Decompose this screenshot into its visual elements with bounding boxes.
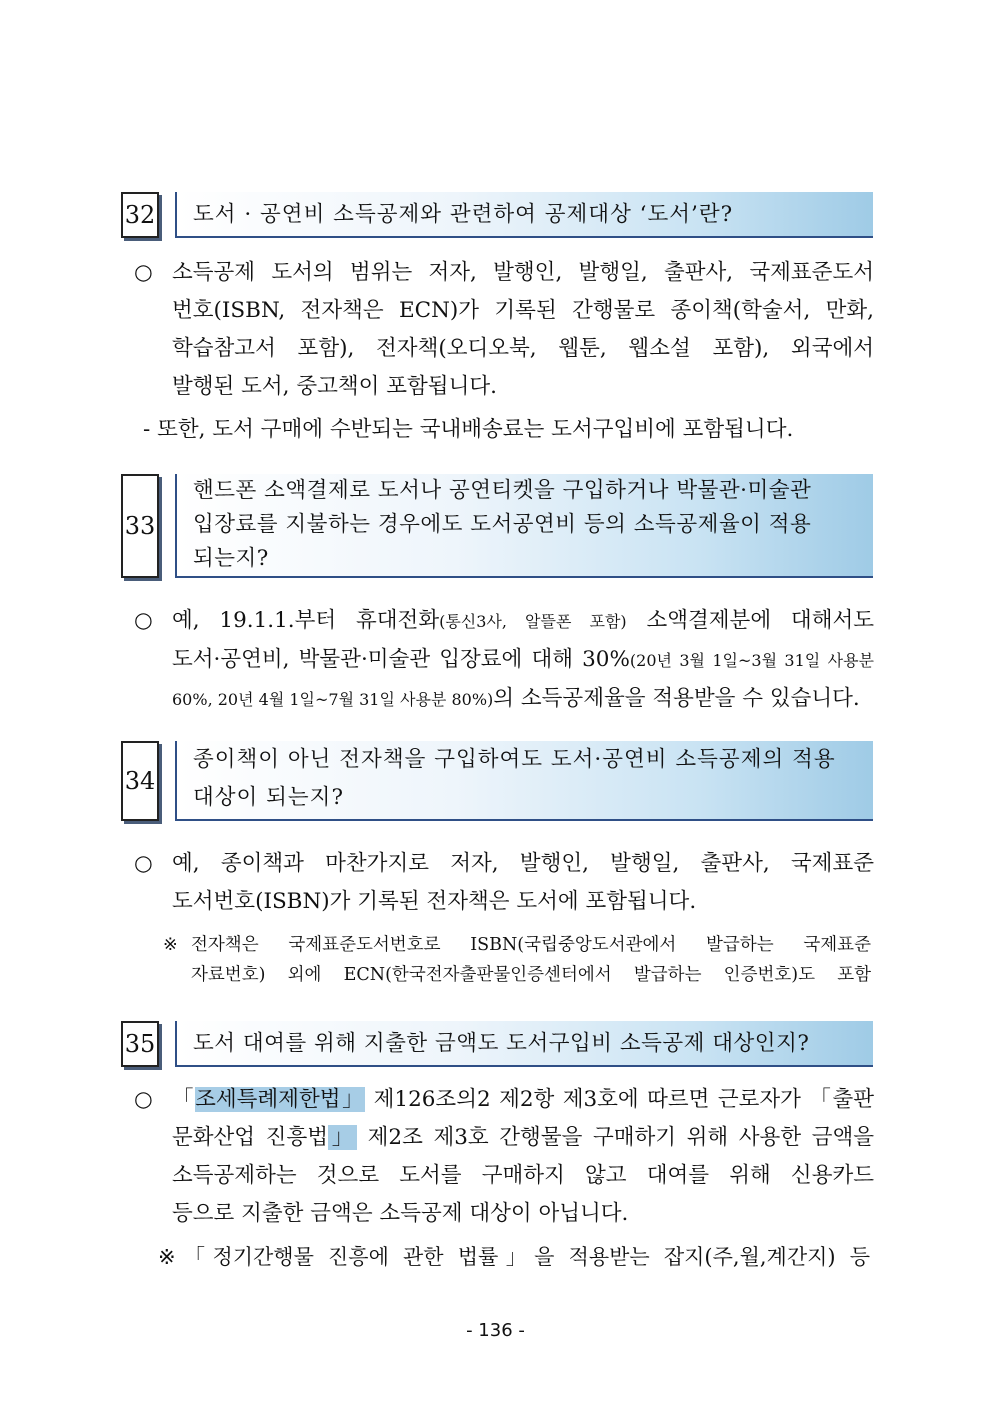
question-line: 대상이 되는지? [193, 785, 344, 810]
answer-text: 제2조 제3호 간행물을 구매하기 위해 사용한 금액을 [357, 1125, 874, 1150]
question-33-header [121, 474, 873, 578]
bullet-circle: ○ [134, 608, 153, 633]
note-35 [158, 1238, 870, 1276]
bullet-circle: ○ [134, 260, 153, 285]
question-number: 34 [121, 741, 159, 821]
answer-line: 소득공제 도서의 범위는 저자, 발행인, 발행일, 출판사, 국제표준도서 [172, 260, 874, 285]
answer-small-text: (20년 3월 1일~3월 31일 사용분 [629, 651, 874, 670]
question-number: 33 [121, 474, 159, 578]
answer-line [172, 680, 874, 719]
answer-text: 예, 19.1.1.부터 휴대전화 [172, 608, 440, 633]
reference-mark: ※ [163, 935, 178, 955]
question-35-header [121, 1021, 873, 1067]
note-34 [163, 930, 871, 990]
answer-text: 의 소득공제율을 적용받을 수 있습니다. [493, 686, 860, 711]
answer-33 [134, 602, 874, 719]
question-bar [175, 1021, 873, 1067]
question-line: 입장료를 지불하는 경우에도 도서공연비 등의 소득공제율이 적용 [193, 512, 812, 537]
page-number: - 136 - [466, 1320, 525, 1341]
answer-text: 제126조의2 제2항 제3호에 따르면 근로자가 「출판 [365, 1087, 874, 1112]
question-34-header [121, 741, 873, 821]
answer-line [172, 1081, 874, 1119]
question-bar [175, 474, 873, 578]
answer-line: 도서번호(ISBN)가 기록된 전자책은 도서에 포함됩니다. [172, 889, 697, 914]
question-line: 핸드폰 소액결제로 도서나 공연티켓을 구입하거나 박물관·미술관 [193, 478, 812, 503]
question-32-header [121, 192, 873, 238]
answer-text: 문화산업 진흥법 [172, 1125, 328, 1150]
answer-line: 번호(ISBN, 전자책은 ECN)가 기록된 간행물로 종이책(학술서, 만화, [172, 298, 874, 323]
answer-text: 「 [172, 1087, 196, 1112]
question-bar [175, 192, 873, 238]
answer-line: 소득공제하는 것으로 도서를 구매하지 않고 대여를 위해 신용카드 [172, 1163, 874, 1188]
bullet-circle: ○ [134, 851, 153, 876]
question-text: 도서 · 공연비 소득공제와 관련하여 공제대상 ‘도서’란? [193, 202, 734, 227]
answer-small-text: (통신3사, 알뜰폰 포함) [439, 612, 627, 631]
answer-line [172, 641, 874, 680]
answer-text: 도서·공연비, 박물관·미술관 입장료에 대해 30% [172, 647, 630, 672]
answer-line [172, 1119, 874, 1157]
answer-line: 등으로 지출한 금액은 소득공제 대상이 아닙니다. [172, 1201, 629, 1226]
highlighted-text: 」 [328, 1125, 358, 1150]
question-line: 되는지? [193, 546, 269, 571]
bullet-circle: ○ [134, 1087, 153, 1112]
answer-34 [134, 845, 874, 921]
question-text: 도서 대여를 위해 지출한 금액도 도서구입비 소득공제 대상인지? [193, 1031, 810, 1056]
question-number: 35 [121, 1021, 159, 1067]
answer-line: 발행된 도서, 중고책이 포함됩니다. [172, 374, 497, 399]
question-line: 종이책이 아닌 전자책을 구입하여도 도서·공연비 소득공제의 적용 [193, 747, 836, 772]
answer-35 [134, 1081, 874, 1233]
answer-32 [134, 254, 874, 406]
answer-line: 예, 종이책과 마찬가지로 저자, 발행인, 발행일, 출판사, 국제표준 [172, 851, 874, 876]
sub-note: - 또한, 도서 구매에 수반되는 국내배송료는 도서구입비에 포함됩니다. [143, 417, 794, 442]
note-line: 자료번호) 외에 ECN(한국전자출판물인증센터에서 발급하는 인증번호)도 포함 [191, 965, 871, 985]
highlighted-text: 조세특례제한법」 [195, 1087, 366, 1112]
answer-text: 소액결제분에 대해서도 [626, 608, 874, 633]
answer-line [172, 602, 874, 641]
answer-small-text: 60%, 20년 4월 1일~7월 31일 사용분 80%) [172, 690, 494, 709]
question-bar [175, 741, 873, 821]
question-number: 32 [121, 192, 159, 238]
note-line: 「정기간행물 진흥에 관한 법률」을 적용받는 잡지(주,월,계간지) 등 [184, 1245, 870, 1269]
answer-line: 학습참고서 포함), 전자책(오디오북, 웹툰, 웹소설 포함), 외국에서 [172, 336, 874, 361]
note-line: 전자책은 국제표준도서번호로 ISBN(국립중앙도서관에서 발급하는 국제표준 [191, 935, 871, 955]
reference-mark: ※ [158, 1245, 176, 1269]
